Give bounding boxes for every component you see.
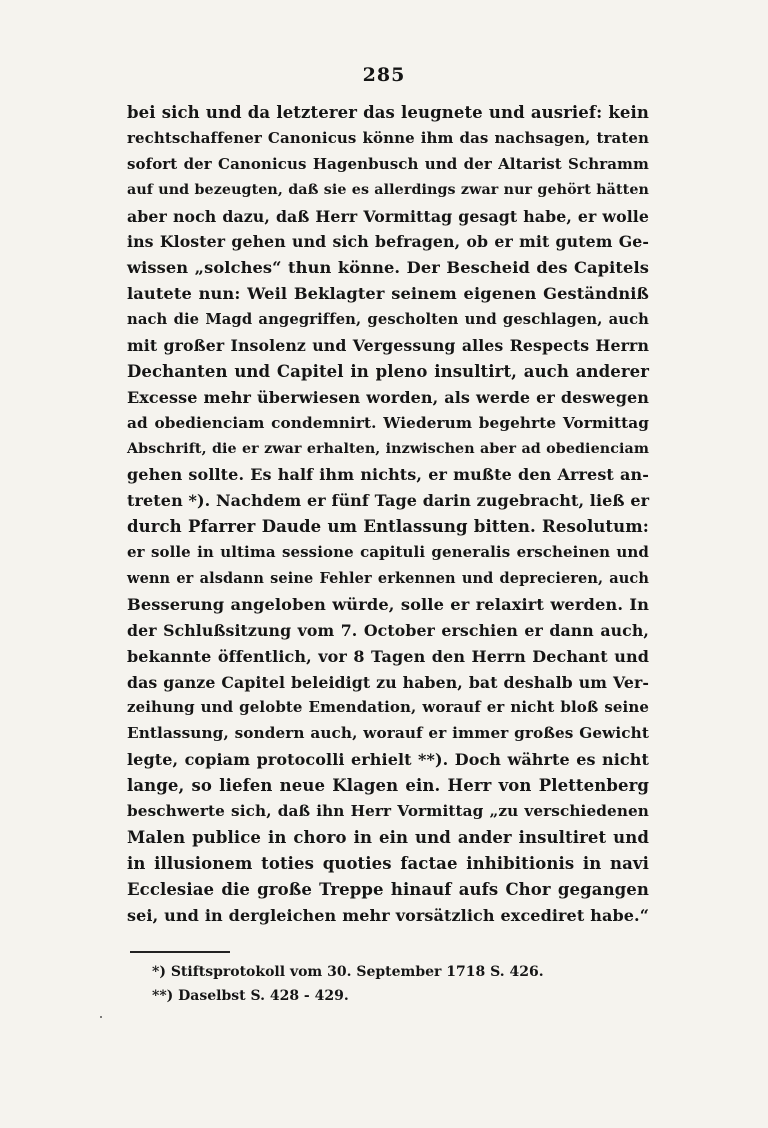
text-line: Malen publice in choro in ein und ander insultiret und — [127, 827, 649, 847]
text-line: wissen „solches“ thun könne. Der Bescheid des Capitels — [127, 258, 649, 278]
text-line: ins Kloster gehen und sich befragen, ob er mit gutem Ge- — [127, 232, 649, 252]
text-line: gehen sollte. Es half ihm nichts, er mußte den Arrest an- — [127, 465, 649, 485]
footnote-divider — [130, 951, 230, 953]
text-line: rechtschaffener Canonicus könne ihm das nachsagen, traten — [127, 128, 649, 147]
text-line: zeihung und gelobte Emendation, worauf er nicht bloß seine — [127, 698, 649, 717]
text-line: Besserung angeloben würde, solle er relaxirt werden. In — [127, 594, 649, 614]
text-line: sei, und in dergleichen mehr vorsätzlich excediret habe.“ — [127, 905, 649, 925]
body-text — [127, 100, 649, 929]
text-line: durch Pfarrer Daude um Entlassung bitten. Resolutum: — [127, 517, 649, 537]
text-line: bekannte öffentlich, vor 8 Tagen den Herrn Dechant und — [127, 646, 649, 666]
paper-speck — [100, 1016, 102, 1018]
text-line: Ecclesiae die große Treppe hinauf aufs Chor gegangen — [127, 879, 649, 899]
text-line: nach die Magd angegriffen, gescholten und geschlagen, auch — [127, 311, 649, 329]
text-line: das ganze Capitel beleidigt zu haben, bat deshalb um Ver- — [127, 672, 649, 692]
text-line: Dechanten und Capitel in pleno insultirt, auch anderer — [127, 361, 649, 381]
page-number: 285 — [362, 64, 406, 86]
text-line: der Schlußsitzung vom 7. October erschien er dann auch, — [127, 620, 649, 640]
text-line: lange, so liefen neue Klagen ein. Herr von Plettenberg — [127, 776, 649, 796]
text-line: mit großer Insolenz und Vergessung alles Respects Herrn — [127, 336, 649, 356]
text-line: sofort der Canonicus Hagenbusch und der Altarist Schramm — [127, 154, 649, 173]
text-line: auf und bezeugten, daß sie es allerdings zwar nur gehört hätten — [127, 181, 649, 198]
text-line: er solle in ultima sessione capituli generalis erscheinen und — [127, 543, 649, 562]
text-line: bei sich und da letzterer das leugnete und ausrief: kein — [127, 103, 649, 122]
text-line: Abschrift, die er zwar erhalten, inzwischen aber ad obedienciam — [127, 440, 649, 457]
text-line: legte, copiam protocolli erhielt **). Doch währte es nicht — [127, 750, 649, 770]
text-line: treten *). Nachdem er fünf Tage darin zugebracht, ließ er — [127, 491, 650, 511]
text-line: Entlassung, sondern auch, worauf er immer großes Gewicht — [127, 724, 649, 743]
text-line: wenn er alsdann seine Fehler erkennen und deprecieren, auch — [127, 570, 649, 588]
text-line: in illusionem toties quoties factae inhibitionis in navi — [127, 853, 649, 873]
text-line: aber noch dazu, daß Herr Vormittag gesagt habe, er wolle — [127, 206, 649, 226]
text-line: lautete nun: Weil Beklagter seinem eigenen Geständniß — [127, 284, 649, 304]
footnote-1: *) Stiftsprotokoll vom 30. September 1718 S. 426. — [152, 964, 544, 980]
text-line: Excesse mehr überwiesen worden, als werde er deswegen — [127, 387, 649, 407]
text-line: ad obedienciam condemnirt. Wiederum begehrte Vormittag — [127, 413, 649, 432]
footnote-2: **) Daselbst S. 428 - 429. — [152, 988, 349, 1004]
text-line: beschwerte sich, daß ihn Herr Vormittag „zu verschiedenen — [127, 802, 649, 821]
